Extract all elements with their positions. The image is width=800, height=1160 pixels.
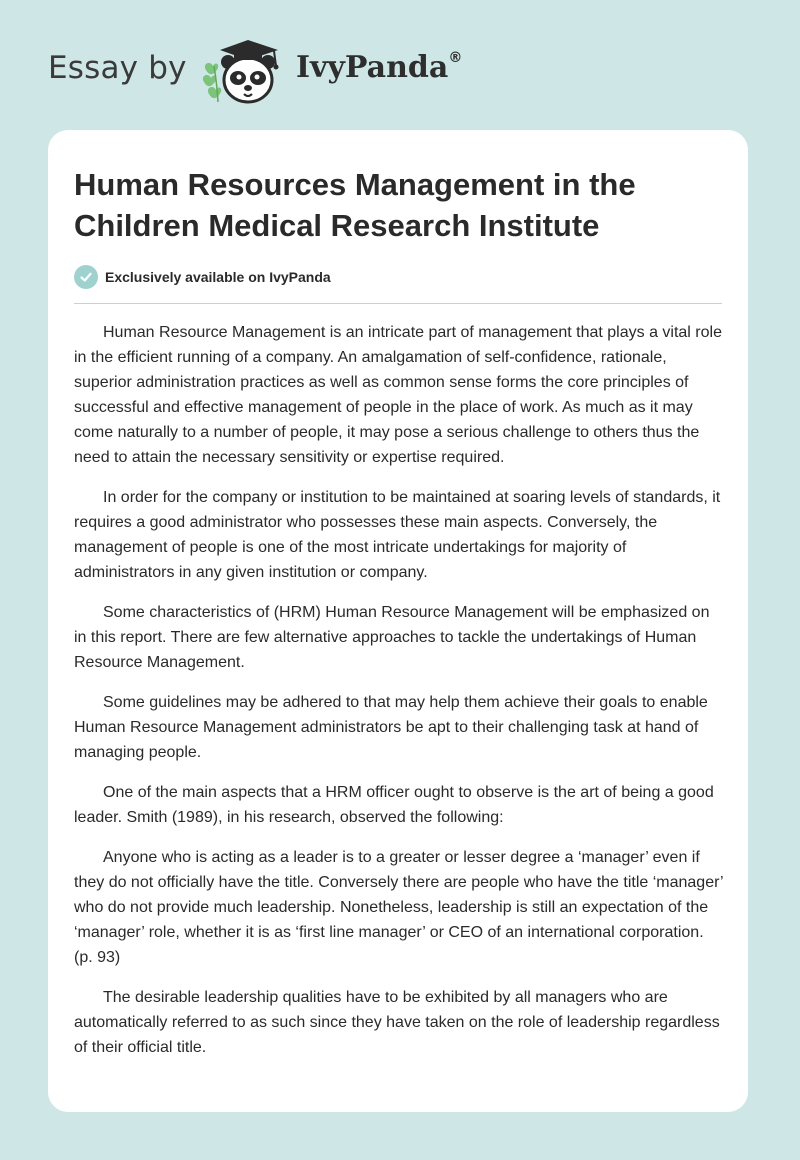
exclusive-label: Exclusively available on IvyPanda [105, 269, 331, 285]
paragraph: The desirable leadership qualities have to be exhibited by all managers who are automatically referred to as such since they have taken on the role of leadership regardless of their official title. [74, 989, 720, 1056]
checkmark-icon [74, 265, 98, 289]
block-quote: Anyone who is acting as a leader is to a greater or lesser degree a ‘manager’ even if they do not officially have the title. Conversely there are people who have the title ‘manager’ who do not provide much leadership. Nonetheless, leadership is still an expectation of the ‘manager’ role, whether it is as ‘first line manager’ or CEO of an international corporation. (p. 93) [74, 849, 723, 966]
article-body [74, 320, 724, 1075]
paragraph: Some guidelines may be adhered to that may help them achieve their goals to enable Human Resource Management administrators be apt to their challenging task at hand of managing people. [74, 694, 708, 761]
page-title: Human Resources Management in the Children Medical Research Institute [74, 167, 636, 243]
essay-by-label: Essay by [48, 50, 187, 86]
trademark-symbol: ® [448, 50, 463, 66]
article-card [48, 130, 748, 1112]
paragraph: Some characteristics of (HRM) Human Resource Management will be emphasized on in this report. There are few alternative approaches to tackle the undertakings of Human Resource Management. [74, 604, 710, 671]
panda-graduate-icon[interactable] [200, 36, 292, 108]
exclusive-badge [74, 264, 331, 290]
divider [74, 303, 722, 304]
brand-name[interactable]: IvyPanda® [296, 50, 463, 85]
site-header [0, 0, 800, 120]
paragraph: Human Resource Management is an intricate part of management that plays a vital role in the efficient running of a company. An amalgamation of self-confidence, rationale, superior administration practices as well as common sense forms the core principles of successful and effective management of people in the place of work. As much as it may come naturally to a number of people, it may pose a serious challenge to others thus the need to attain the necessary sensitivity or expertise required. [74, 324, 722, 466]
paragraph: One of the main aspects that a HRM officer ought to observe is the art of being a good leader. Smith (1989), in his research, observed the following: [74, 784, 714, 826]
paragraph: In order for the company or institution to be maintained at soaring levels of standards, it requires a good administrator who possesses these main aspects. Conversely, the management of people is one of the most intricate undertakings for majority of administrators in any given institution or company. [74, 489, 721, 581]
